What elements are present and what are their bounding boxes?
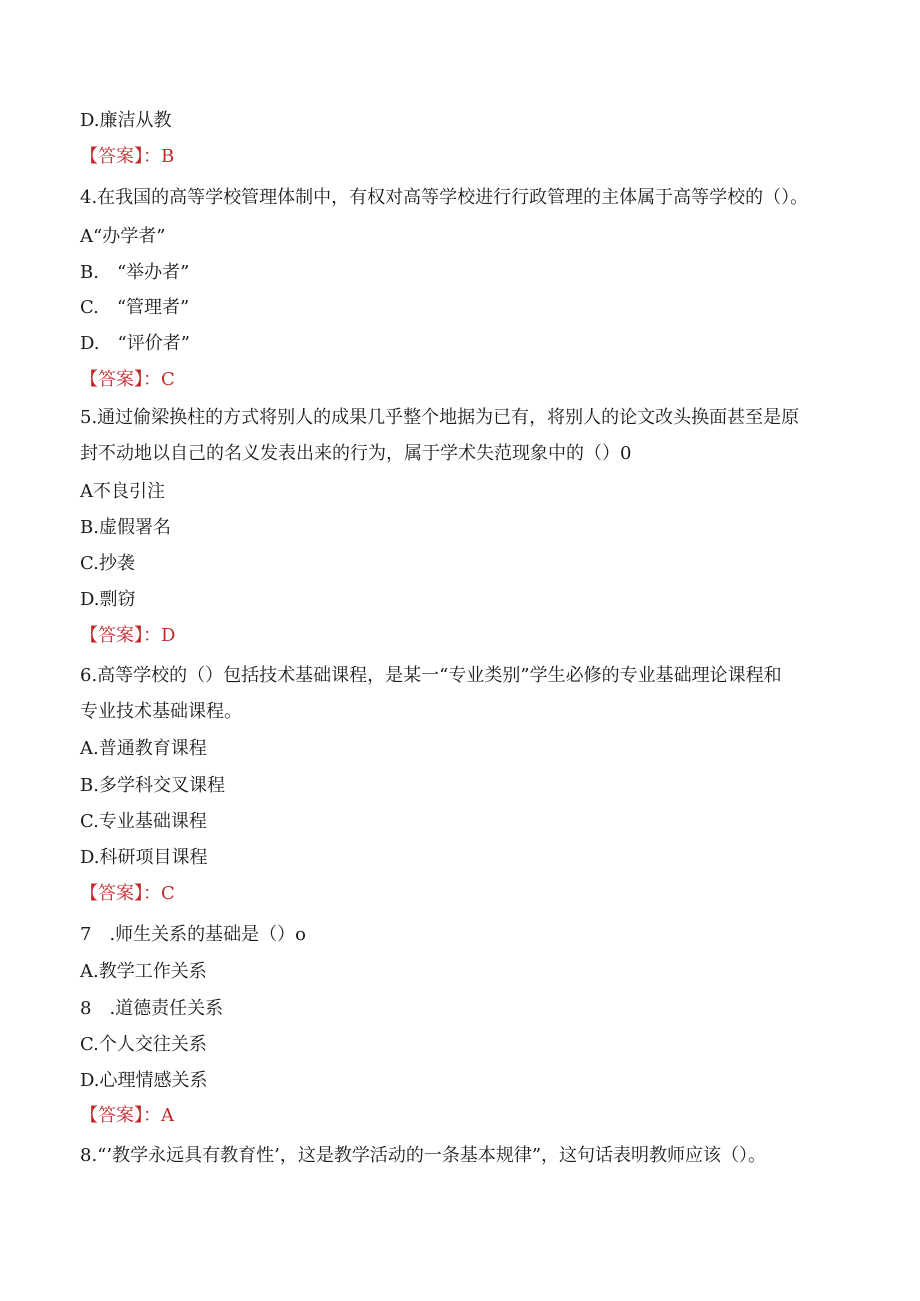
option-line: B. “举办者” (80, 262, 190, 283)
question-line: 6.高等学校的（）包括技术基础课程，是某一“专业类别”学生必修的专业基础理论课程和 (80, 665, 782, 686)
option-line: D.廉洁从教 (80, 110, 172, 131)
question-line: 8.“’教学永远具有教育性’，这是教学活动的一条基本规律”，这句话表明教师应该（）。 (80, 1145, 767, 1166)
option-line: C.个人交往关系 (80, 1034, 207, 1055)
option-line: D.剽窃 (80, 589, 136, 610)
option-line: B.多学科交叉课程 (80, 775, 225, 796)
answer-line: 【答案】：D (80, 625, 176, 646)
option-line: C. “管理者” (80, 297, 190, 318)
option-line: A.普通教育课程 (80, 738, 207, 759)
question-line: 7 .师生关系的基础是（）o (80, 924, 307, 945)
option-line: 8 .道德责任关系 (80, 998, 224, 1019)
option-line: A“办学者” (80, 226, 166, 247)
question-line: 5.通过偷梁换柱的方式将别人的成果几乎整个地据为已有，将别人的论文改头换面甚至是原 (80, 407, 800, 428)
option-line: A.教学工作关系 (80, 961, 207, 982)
option-line: C.专业基础课程 (80, 811, 207, 832)
question-line: 4.在我国的高等学校管理体制中，有权对高等学校进行行政管理的主体属于高等学校的（）。 (80, 187, 809, 208)
question-line: 专业技术基础课程。 (80, 701, 242, 722)
option-line: B.虚假署名 (80, 517, 171, 538)
question-line: 封不动地以自己的名义发表出来的行为，属于学术失范现象中的（）0 (80, 443, 632, 464)
option-line: D.科研项目课程 (80, 847, 208, 868)
option-line: C.抄袭 (80, 553, 135, 574)
option-line: A不良引注 (80, 481, 165, 502)
answer-line: 【答案】：A (80, 1105, 174, 1126)
answer-line: 【答案】：C (80, 883, 175, 904)
option-line: D.心理情感关系 (80, 1070, 208, 1091)
option-line: D. “评价者” (80, 333, 190, 354)
answer-line: 【答案】：C (80, 369, 175, 390)
answer-line: 【答案】：B (80, 146, 175, 167)
